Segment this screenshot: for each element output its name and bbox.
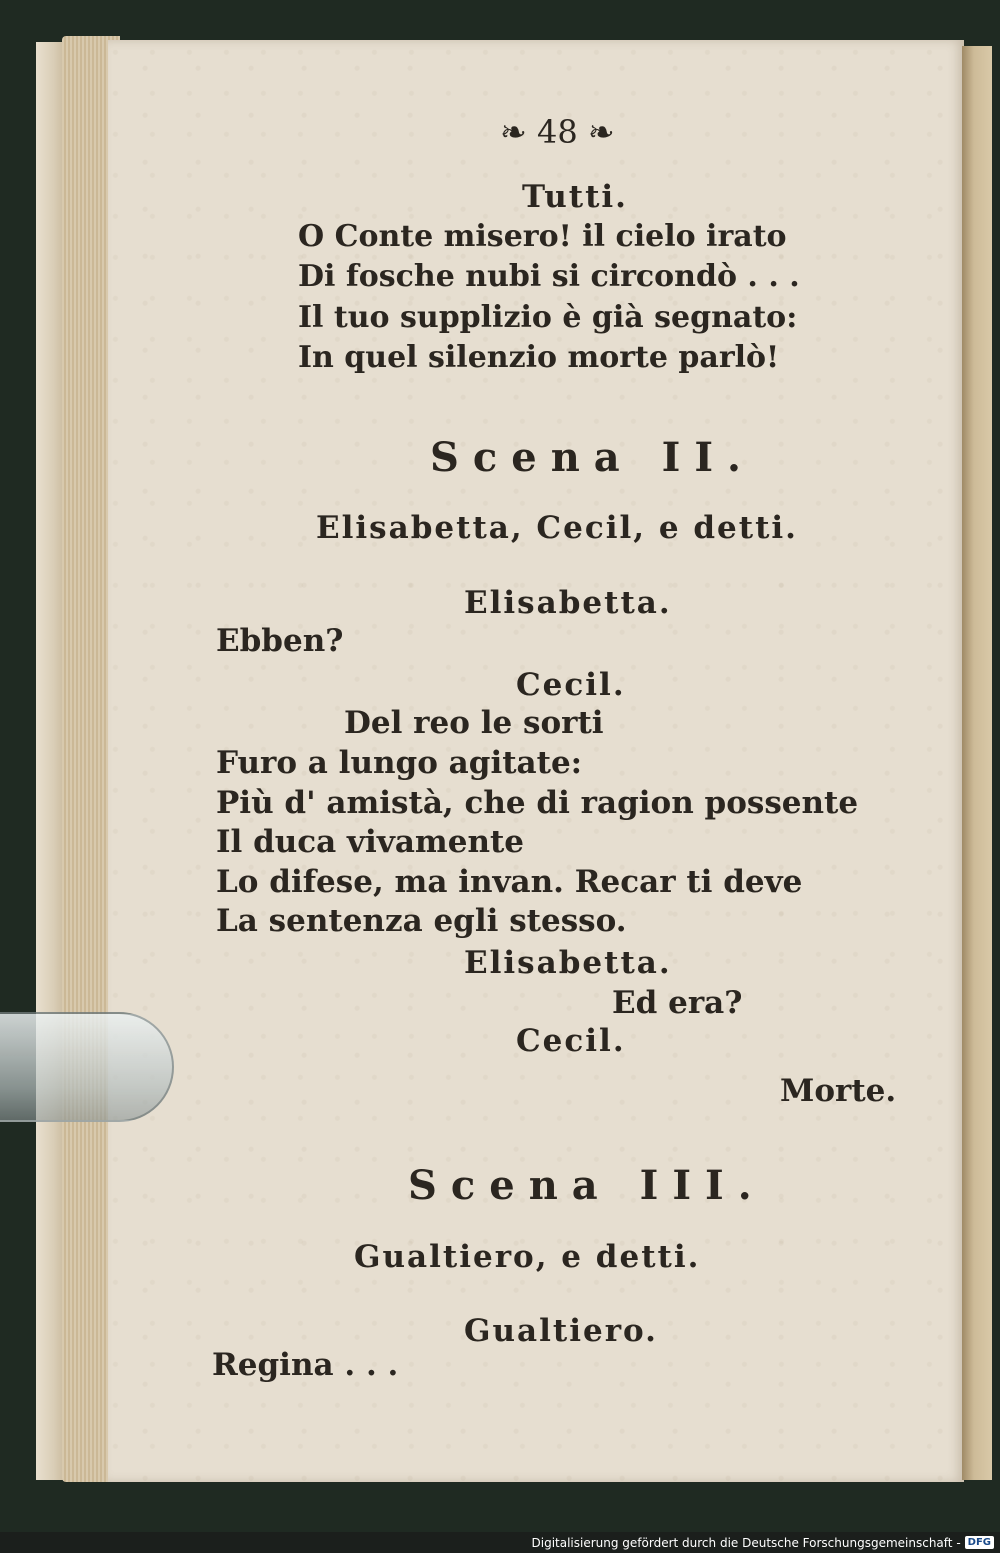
page-holder-clip (0, 1012, 174, 1122)
speaker-cecil: Cecil. (516, 667, 626, 703)
page-header (500, 113, 615, 151)
scene-cast: Gualtiero, e detti. (354, 1239, 701, 1275)
digitization-footer (0, 1532, 1000, 1553)
dialogue-line: Lo difese, ma invan. Recar ti deve (216, 864, 803, 900)
dfg-logo-icon: DFG (965, 1536, 994, 1549)
speaker-elisabetta: Elisabetta. (464, 585, 672, 621)
page-number: 48 (536, 113, 578, 151)
dialogue-line: Del reo le sorti (344, 705, 604, 741)
scene-heading: Scena III. (408, 1162, 766, 1209)
dialogue-line: Più d' amistà, che di ragion possente (216, 785, 859, 821)
verse-line: Il tuo supplizio è già segnato: (298, 300, 798, 335)
speaker-gualtiero: Gualtiero. (464, 1313, 658, 1349)
ornament-right-icon: ❧ (587, 113, 615, 151)
ornament-left-icon: ❧ (500, 113, 527, 151)
dialogue-line: La sentenza egli stesso. (216, 903, 627, 939)
scene-cast: Elisabetta, Cecil, e detti. (316, 510, 798, 546)
book-page (108, 40, 964, 1482)
adjacent-page-edge (962, 46, 992, 1480)
dialogue-line: Regina . . . (212, 1347, 399, 1383)
verse-line: Di fosche nubi si circondò . . . (298, 259, 800, 294)
verse-line: O Conte misero! il cielo irato (298, 219, 787, 254)
speaker-cecil: Cecil. (516, 1023, 626, 1059)
dialogue-line: Ebben? (216, 623, 344, 659)
speaker-elisabetta: Elisabetta. (464, 945, 672, 981)
verse-line: In quel silenzio morte parlò! (298, 340, 780, 375)
dialogue-line: Furo a lungo agitate: (216, 745, 583, 781)
footer-credit: Digitalisierung gefördert durch die Deutsche Forschungsgemeinschaft - (531, 1535, 961, 1550)
speaker-tutti: Tutti. (522, 179, 628, 215)
dialogue-line: Ed era? (612, 985, 743, 1021)
scene-heading: Scena II. (430, 434, 755, 481)
dialogue-line: Il duca vivamente (216, 824, 525, 860)
dialogue-line: Morte. (780, 1073, 897, 1109)
